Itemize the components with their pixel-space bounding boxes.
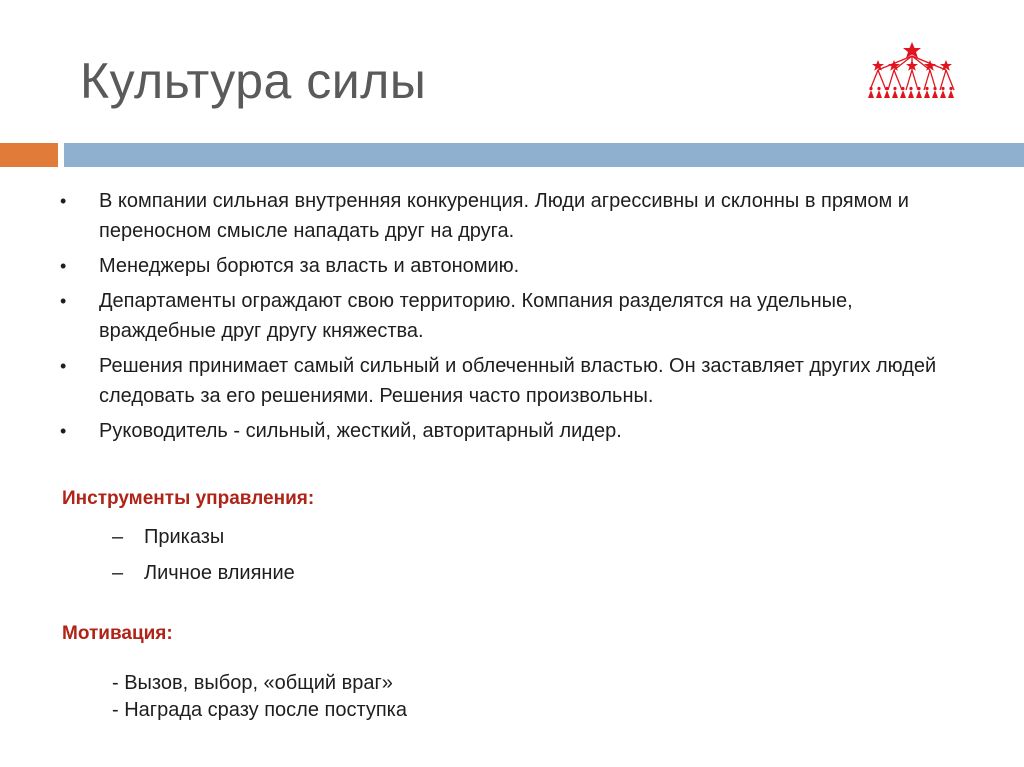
tools-list [112, 522, 295, 594]
motivation-list [112, 670, 407, 724]
motivation-heading: Мотивация: [62, 623, 173, 644]
bullet-item [60, 186, 960, 246]
bullet-symbol: • [60, 256, 67, 276]
bullet-symbol: • [60, 356, 67, 376]
slide-title: Культура силы [80, 53, 427, 109]
tools-item [112, 558, 295, 588]
accent-bar [0, 143, 58, 167]
tools-item-text: Личное влияние [144, 562, 295, 584]
bullet-text: Решения принимает самый сильный и облеченный властью. Он заставляет других людей следовать за его решениями. Решения часто произвольны. [99, 355, 937, 407]
dash-symbol: – [112, 562, 124, 584]
bullet-item [60, 251, 960, 281]
tools-item-text: Приказы [144, 526, 225, 548]
motivation-line: - Награда сразу после поступка [112, 699, 407, 721]
bullet-item [60, 416, 960, 446]
motivation-line: - Вызов, выбор, «общий враг» [112, 672, 393, 694]
bullet-symbol: • [60, 421, 67, 441]
tools-heading: Инструменты управления: [62, 488, 315, 509]
tools-item [112, 522, 295, 552]
bullet-item [60, 351, 960, 411]
dash-symbol: – [112, 526, 124, 548]
bullet-symbol: • [60, 191, 67, 211]
bullet-item [60, 286, 960, 346]
bullet-text: В компании сильная внутренняя конкуренция. Люди агрессивны и склонны в прямом и переносном смысле нападать друг на друга. [99, 190, 909, 242]
title-divider-bar [64, 143, 1024, 167]
bullet-text: Департаменты ограждают свою территорию. Компания разделятся на удельные, враждебные друг другу княжества. [99, 290, 853, 342]
red-stars-people-pyramid-icon [866, 40, 958, 102]
bullet-text: Менеджеры борются за власть и автономию. [99, 255, 520, 277]
bullet-symbol: • [60, 291, 67, 311]
bullet-text: Руководитель - сильный, жесткий, авторитарный лидер. [99, 420, 622, 442]
bullet-list [60, 186, 960, 451]
